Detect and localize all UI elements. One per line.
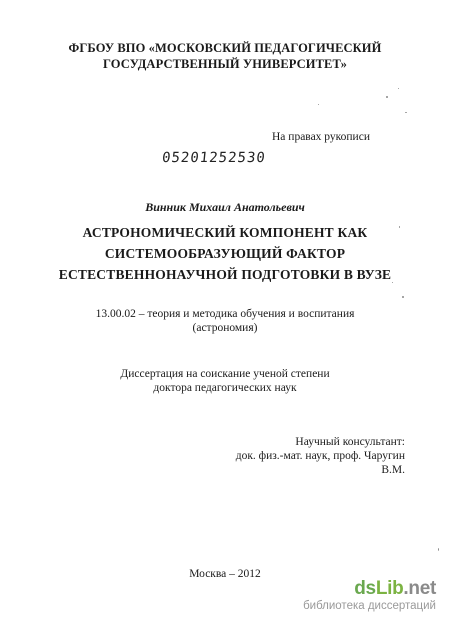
scan-speck [402,296,404,298]
scan-speck [398,88,399,89]
degree-line-2: доктора педагогических наук [153,382,297,394]
city-year: Москва – 2012 [189,568,261,580]
scan-speck [392,282,393,283]
logo-part-ds: ds [354,578,376,599]
author-name: Винник Михаил Анатольевич [145,200,305,214]
specialty-line-2: (астрономия) [192,322,258,334]
consultant-label: Научный консультант: [295,436,405,448]
title-line-1: АСТРОНОМИЧЕСКИЙ КОМПОНЕНТ КАК [82,225,368,240]
title-line-3: ЕСТЕСТВЕННОНАУЧНОЙ ПОДГОТОВКИ В ВУЗЕ [58,267,392,282]
scan-speck [386,96,388,98]
degree-block [0,367,450,395]
title-line-2: СИСТЕМООБРАЗУЮЩИЙ ФАКТОР [104,246,346,261]
specialty-line-1: 13.00.02 – теория и методика обучения и воспитания [95,308,355,320]
organization-header [0,40,450,72]
scan-speck [399,226,400,228]
degree-line-1: Диссертация на соискание ученой степени [120,368,330,380]
organization-line-1: ФГБОУ ВПО «МОСКОВСКИЙ ПЕДАГОГИЧЕСКИЙ [68,41,382,55]
logo-part-lib: Lib [375,578,404,599]
specialty-block [0,307,450,335]
scan-speck [318,104,319,105]
organization-line-2: ГОСУДАРСТВЕННЫЙ УНИВЕРСИТЕТ» [103,57,347,71]
watermark-subtitle: библиотека диссертаций [303,600,436,612]
dissertation-title [0,222,450,285]
consultant-block [215,435,405,477]
scan-speck [438,548,439,551]
rights-label: На правах рукописи [272,131,370,143]
logo-part-net: .net [403,578,436,599]
dslib-logo [303,579,436,599]
consultant-name: док. физ.-мат. наук, проф. Чаругин В.М. [235,450,405,476]
dslib-watermark [303,579,436,613]
registration-number: 05201252530 [161,150,267,166]
scan-speck [405,112,407,113]
